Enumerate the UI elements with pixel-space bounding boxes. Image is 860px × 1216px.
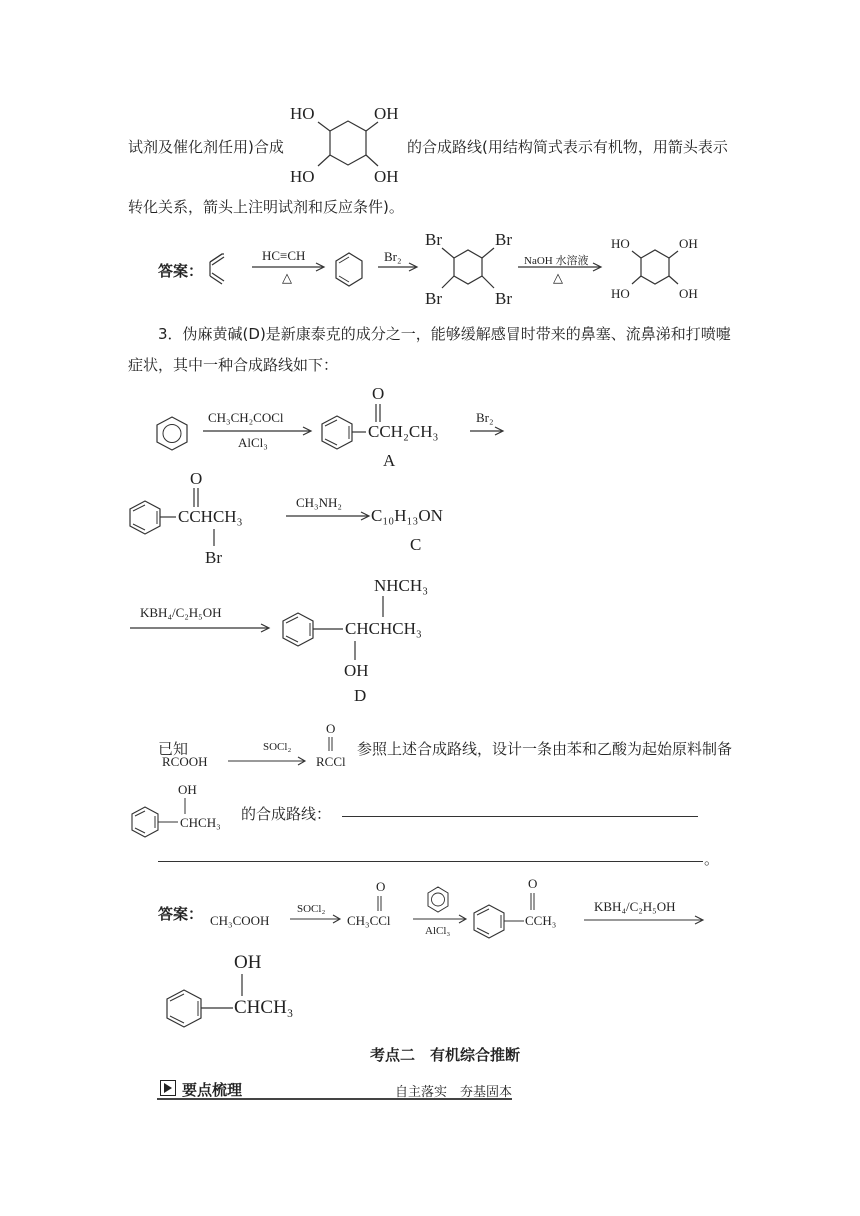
answer1-reagent2: Br₂ <box>384 249 402 264</box>
label-a: A <box>383 451 396 470</box>
play-triangle-icon <box>164 1083 172 1093</box>
answer2-s1: CH₃COOH <box>210 913 270 928</box>
intro-line1-right: 的合成路线(用结构简式表示有机物，用箭头表示 <box>407 138 728 156</box>
q3-line1: 3．伪麻黄碱(D)是新康泰克的成分之一，能够缓解感冒时带来的鼻塞、流鼻涕和打喷嚏 <box>158 325 731 343</box>
oh-label: OH <box>679 236 698 251</box>
product-a-tail: CCH₂CH₃ <box>368 422 439 441</box>
q3-reagent1: CH₃CH₂COCl <box>208 410 284 425</box>
q3-reagent3: CH₃NH₂ <box>296 495 342 510</box>
answer1-label: 答案： <box>158 262 204 280</box>
br-label: Br <box>425 289 442 308</box>
target-text: 的合成路线： <box>241 805 332 823</box>
q3-line2: 症状，其中一种合成路线如下： <box>128 356 339 374</box>
known-prefix: 已知 <box>158 740 189 758</box>
label-d: D <box>354 686 367 705</box>
d-top: NHCH₃ <box>374 576 429 595</box>
br-label: Br <box>205 548 222 567</box>
section-bar-right: 自主落实 夯基固本 <box>395 1085 513 1100</box>
c-formula: C₁₀H₁₃ON <box>371 506 443 525</box>
o-label: O <box>528 876 538 891</box>
b-tail: CCHCH₃ <box>178 507 243 526</box>
br-label: Br <box>495 230 512 249</box>
q3-reagent4: KBH₄/C₂H₅OH <box>140 605 222 620</box>
known-product: RCCl <box>316 754 346 769</box>
answer2-s2: CH₃CCl <box>347 913 391 928</box>
d-tail: CHCHCH₃ <box>345 619 422 638</box>
section-title: 考点二 有机综合推断 <box>370 1046 521 1064</box>
br-label: Br <box>495 289 512 308</box>
answer2-s3-tail: CCH₃ <box>525 913 557 928</box>
intro-line2: 转化关系，箭头上注明试剂和反应条件)。 <box>128 198 404 216</box>
target-oh: OH <box>178 782 197 797</box>
known-suffix: 参照上述合成路线，设计一条由苯和乙酸为起始原料制备 <box>357 740 733 758</box>
answer2-r1: SOCl₂ <box>297 903 326 915</box>
final-oh: OH <box>234 952 262 973</box>
o-label: O <box>326 721 336 736</box>
section-bar-left: 要点梳理 <box>182 1081 243 1099</box>
answer1-cond3: △ <box>553 270 563 285</box>
answer2-r2: AlCl₃ <box>425 925 451 937</box>
known-reactant: RCOOH <box>162 754 208 769</box>
o-label: O <box>376 879 386 894</box>
intro-line1-left: 试剂及催化剂任用)合成 <box>128 138 284 156</box>
q3-cond1: AlCl₃ <box>238 435 268 450</box>
answer2-r3: KBH₄/C₂H₅OH <box>594 899 676 914</box>
answer1-reagent3: NaOH 水溶液 <box>524 255 589 267</box>
answer1-cond1: △ <box>282 270 292 285</box>
ho-label: HO <box>611 286 630 301</box>
o-label: O <box>190 469 203 488</box>
q3-reagent2: Br₂ <box>476 410 494 425</box>
final-tail: CHCH₃ <box>234 997 294 1018</box>
label-c: C <box>410 535 422 554</box>
ho-label: HO <box>611 236 630 251</box>
oh-label: OH <box>679 286 698 301</box>
answer2-label: 答案： <box>158 905 204 923</box>
o-label: O <box>372 384 385 403</box>
known-reagent: SOCl₂ <box>263 741 292 753</box>
target-tail: CHCH₃ <box>180 815 221 830</box>
br-label: Br <box>425 230 442 249</box>
target-period: 。 <box>704 850 720 868</box>
answer1-reagent1: HC≡CH <box>262 248 306 263</box>
d-oh: OH <box>344 661 369 680</box>
